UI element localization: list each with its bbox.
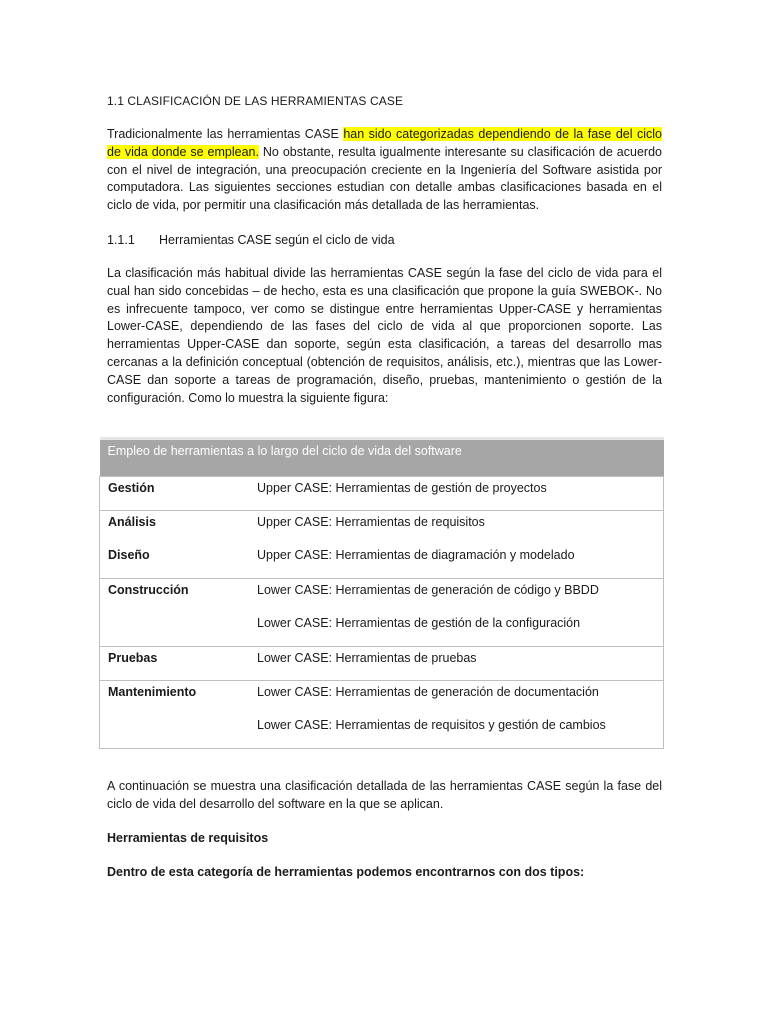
detail-paragraph: A continuación se muestra una clasificación detallada de las herramientas CASE según la fase del ciclo de vida del desarrollo del software en la que se aplican. <box>107 779 662 811</box>
requisitos-intro: Dentro de esta categoría de herramientas podemos encontrarnos con dos tipos: <box>107 865 585 879</box>
tool-label: Lower CASE: Herramientas de pruebas <box>257 651 477 665</box>
tool-label: Lower CASE: Herramientas de gestión de la configuración <box>257 616 581 630</box>
table-row <box>100 647 664 681</box>
highlighted-text: han sido categorizadas dependiendo de la fase del ciclo de vida donde se emplean. <box>107 127 663 159</box>
tool-label: Upper CASE: Herramientas de diagramación y modelado <box>257 548 575 562</box>
intro-paragraph <box>107 126 662 215</box>
tool-label: Lower CASE: Herramientas de generación de documentación <box>257 685 599 699</box>
tool-label: Lower CASE: Herramientas de requisitos y gestión de cambios <box>257 718 606 732</box>
tool-label: Upper CASE: Herramientas de requisitos <box>257 515 485 529</box>
phase-label: Mantenimiento <box>108 685 197 699</box>
intro-text-start: Tradicionalmente las herramientas CASE <box>107 127 344 141</box>
table-header: Empleo de herramientas a lo largo del ciclo de vida del software <box>100 439 664 477</box>
intro-text-end: No obstante, resulta igualmente interesante su clasificación de acuerdo con el nivel de integración, una preocupación creciente en la Ingeniería del Software asistida por computadora. Las siguientes secciones estudian con detalle ambas clasificaciones basada en el ciclo de vida, por permitir una clasificación más detallada de las herramientas. <box>107 144 662 213</box>
table-row <box>100 511 664 579</box>
lifecycle-table <box>99 437 664 749</box>
tool-label: Lower CASE: Herramientas de generación de código y BBDD <box>257 583 599 597</box>
phase-label: Diseño <box>108 548 150 562</box>
lifecycle-paragraph: La clasificación más habitual divide las herramientas CASE según la fase del ciclo de vida para el cual han sido concebidas – de hecho, esta es una clasificación que propone la guía SWEBOK-. No es infrecuente tampoco, ver como se distingue entre herramientas Upper-CASE y herramientas Lower-CASE, dependiendo de las fases del ciclo de vida al que proporcionen soporte. Las herramientas Upper-CASE dan soporte, según esta clasificación, a tareas del desarrollo mas cercanas a la definición conceptual (obtención de requisitos, análisis, etc.), mientras que las Lower-CASE dan soporte a tareas de programación, diseño, pruebas, mantenimiento o gestión de la configuración. Como lo muestra la siguiente figura: <box>107 266 662 405</box>
requisitos-heading: Herramientas de requisitos <box>107 831 269 845</box>
subsection-heading <box>107 233 395 247</box>
phase-label: Pruebas <box>108 651 158 665</box>
tool-label: Upper CASE: Herramientas de gestión de proyectos <box>257 481 547 495</box>
phase-label: Gestión <box>108 481 155 495</box>
phase-label: Construcción <box>108 583 189 597</box>
table-row <box>100 477 664 511</box>
table-row <box>100 681 664 749</box>
subsection-number: 1.1.1 <box>107 233 135 247</box>
table-row <box>100 579 664 647</box>
subsection-title: Herramientas CASE según el ciclo de vida <box>159 233 395 247</box>
section-heading: 1.1 CLASIFICACIÓN DE LAS HERRAMIENTAS CASE <box>107 94 404 108</box>
phase-label: Análisis <box>108 515 156 529</box>
